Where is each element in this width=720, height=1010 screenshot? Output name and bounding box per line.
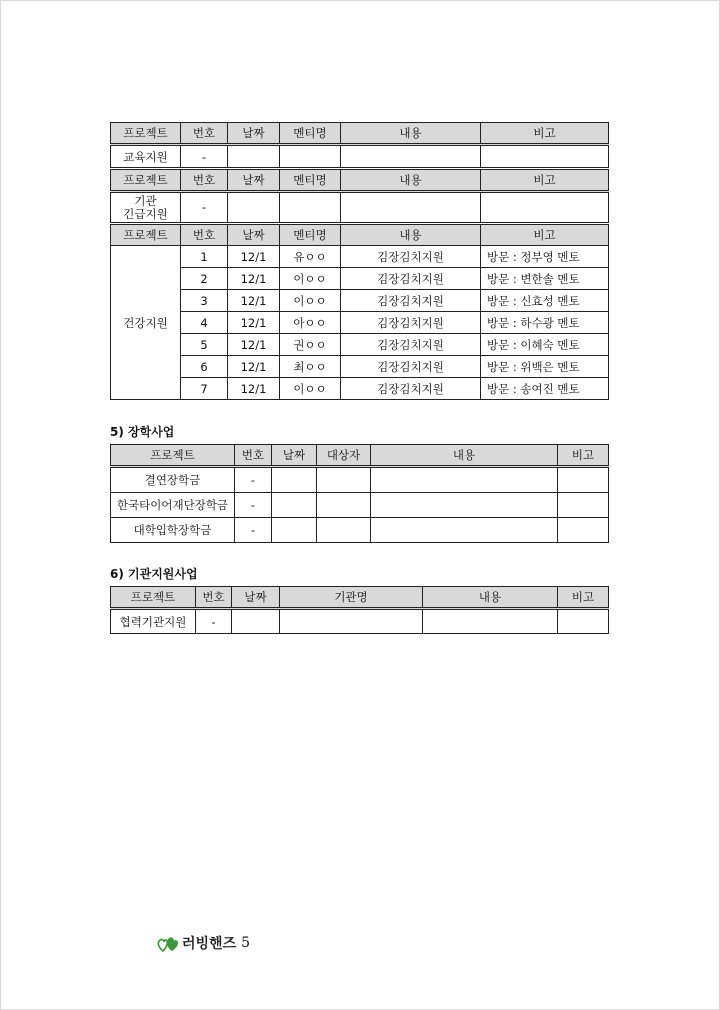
date-cell: 12/1 [228, 378, 280, 400]
page-number: 5 [241, 935, 251, 951]
table-row: 대학입학장학금 - [111, 518, 609, 543]
date-cell: 12/1 [228, 246, 280, 268]
table-row [111, 378, 609, 400]
table-row [111, 268, 609, 290]
mentee-cell: 최ㅇㅇ [280, 356, 341, 378]
no-cell: 5 [181, 334, 228, 356]
table-row-emergency [111, 192, 609, 224]
date-cell: 12/1 [228, 356, 280, 378]
table-row: 협력기관지원 - [111, 609, 609, 634]
table-row [111, 246, 609, 268]
col-content: 내용 [341, 123, 481, 145]
mentee-cell: 유ㅇㅇ [280, 246, 341, 268]
footer [157, 931, 250, 955]
content-cell: 김장김치지원 [341, 246, 481, 268]
health-rows [111, 246, 609, 400]
content-cell: 김장김치지원 [341, 268, 481, 290]
content-cell: 김장김치지원 [341, 378, 481, 400]
number-cell: - [181, 145, 228, 169]
mentee-cell: 이ㅇㅇ [280, 268, 341, 290]
institution-support-table [110, 586, 609, 634]
remark-cell: 방문 : 신효성 멘토 [481, 290, 609, 312]
footer-brand: 러빙핸즈 [182, 936, 237, 952]
no-cell: 2 [181, 268, 228, 290]
no-cell: 6 [181, 356, 228, 378]
mentee-cell: 아ㅇㅇ [280, 312, 341, 334]
col-number: 번호 [181, 123, 228, 145]
remark-cell: 방문 : 하수광 멘토 [481, 312, 609, 334]
header-row: 프로젝트 번호 날짜 멘티명 내용 비고 [111, 224, 609, 246]
mentee-cell: 이ㅇㅇ [280, 290, 341, 312]
section6-title: 6) 기관지원사업 [110, 567, 198, 581]
number-cell: - [181, 192, 228, 224]
content-cell: 김장김치지원 [341, 334, 481, 356]
header-row [111, 123, 609, 145]
no-cell: 1 [181, 246, 228, 268]
project-table-section4 [110, 122, 609, 400]
no-cell: 4 [181, 312, 228, 334]
content-cell: 김장김치지원 [341, 312, 481, 334]
project-cell: 교육지원 [111, 145, 181, 169]
table-row [111, 312, 609, 334]
date-cell: 12/1 [228, 312, 280, 334]
loving-hands-logo-icon [157, 933, 179, 953]
content-cell: 김장김치지원 [341, 356, 481, 378]
remark-cell: 방문 : 위백은 멘토 [481, 356, 609, 378]
remark-cell: 방문 : 송여진 멘토 [481, 378, 609, 400]
remark-cell: 방문 : 이혜숙 멘토 [481, 334, 609, 356]
table-row: 결연장학금 - [111, 467, 609, 493]
mentee-cell: 이ㅇㅇ [280, 378, 341, 400]
scholarship-table [110, 444, 609, 543]
col-date: 날짜 [228, 123, 280, 145]
no-cell: 7 [181, 378, 228, 400]
col-remark: 비고 [481, 123, 609, 145]
section5-title: 5) 장학사업 [110, 425, 175, 439]
project-cell: 건강지원 [111, 246, 181, 400]
header-row: 프로젝트 번호 날짜 기관명 내용 비고 [111, 587, 609, 609]
remark-cell: 방문 : 변한솔 멘토 [481, 268, 609, 290]
date-cell: 12/1 [228, 290, 280, 312]
col-mentee: 멘티명 [280, 123, 341, 145]
header-row: 프로젝트 번호 날짜 대상자 내용 비고 [111, 445, 609, 467]
table-row [111, 334, 609, 356]
table-row [111, 356, 609, 378]
header-row: 프로젝트 번호 날짜 멘티명 내용 비고 [111, 169, 609, 192]
table-row-edu [111, 145, 609, 169]
date-cell: 12/1 [228, 268, 280, 290]
remark-cell: 방문 : 정부영 멘토 [481, 246, 609, 268]
table-row [111, 290, 609, 312]
table-row: 한국타이어재단장학금 - [111, 493, 609, 518]
no-cell: 3 [181, 290, 228, 312]
content-cell: 김장김치지원 [341, 290, 481, 312]
col-project: 프로젝트 [111, 123, 181, 145]
mentee-cell: 권ㅇㅇ [280, 334, 341, 356]
date-cell: 12/1 [228, 334, 280, 356]
project-cell: 기관 긴급지원 [111, 192, 181, 224]
